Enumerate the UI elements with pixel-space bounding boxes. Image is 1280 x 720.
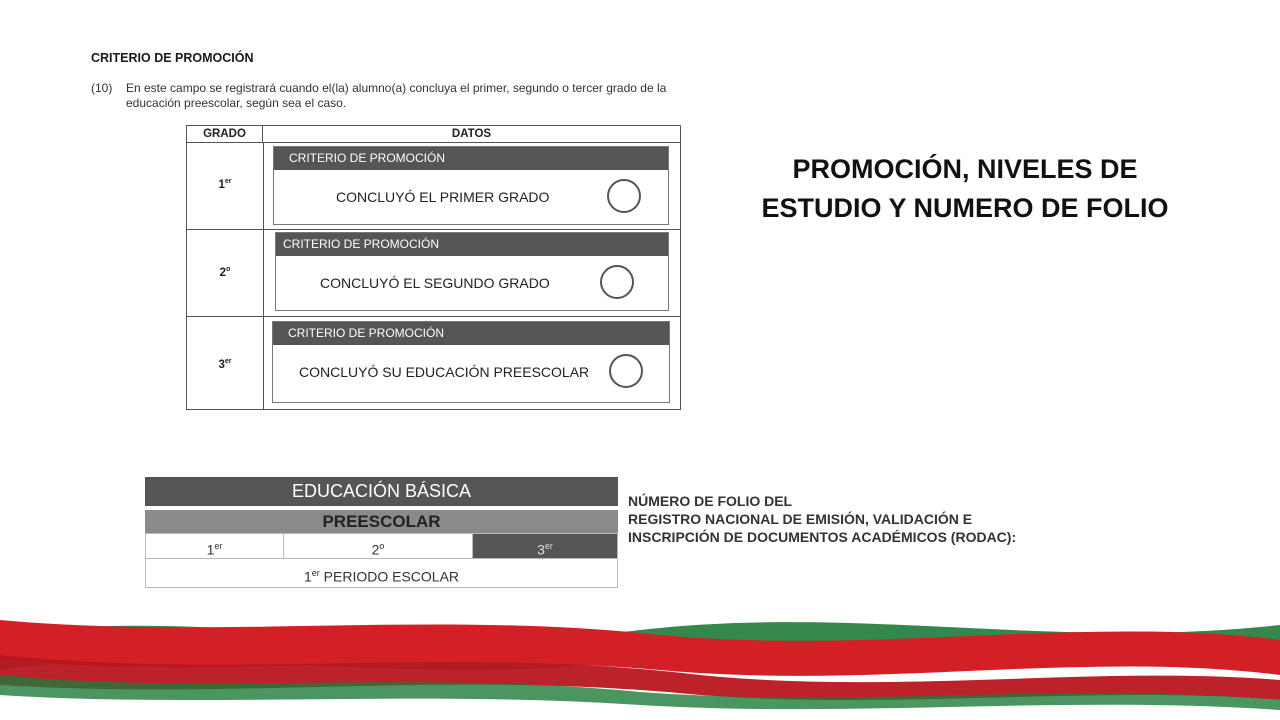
educacion-basica-header: EDUCACIÓN BÁSICA <box>145 477 618 506</box>
card-bar-2: CRITERIO DE PROMOCIÓN <box>276 233 668 256</box>
header-datos: DATOS <box>451 128 492 140</box>
folio-line-1: NÚMERO DE FOLIO DEL <box>628 493 793 509</box>
card-bar-3: CRITERIO DE PROMOCIÓN <box>273 322 669 345</box>
card-text-3: CONCLUYÓ SU EDUCACIÓN PREESCOLAR <box>299 364 590 380</box>
grade-table <box>186 125 681 410</box>
periodo-escolar: 1er PERIODO ESCOLAR <box>145 559 618 588</box>
card-text-1: CONCLUYÓ EL PRIMER GRADO <box>336 189 550 205</box>
grade-label-3: 3er <box>218 358 232 371</box>
promotion-card-3 <box>272 321 670 403</box>
card-bar-1: CRITERIO DE PROMOCIÓN <box>274 147 668 170</box>
grade-table-header <box>187 126 680 143</box>
criterio-title: CRITERIO DE PROMOCIÓN <box>91 51 254 65</box>
instruction-text: En este campo se registrará cuando el(la) alumno(a) concluya el primer, segundo o tercer grado de la educación preescolar, según sea el caso. <box>126 81 667 110</box>
preescolar-header: PREESCOLAR <box>145 510 618 533</box>
grade-selector <box>145 533 618 559</box>
instruction-block <box>91 81 711 111</box>
grade-cell-3[interactable]: 3er <box>473 534 617 558</box>
promotion-card-1 <box>273 146 669 225</box>
header-grado: GRADO <box>187 126 263 142</box>
folio-line-2: REGISTRO NACIONAL DE EMISIÓN, VALIDACIÓN E <box>628 511 973 527</box>
grade-cell-1[interactable]: 1er <box>146 534 284 558</box>
grade-label-2: 2$^o$ <box>219 266 231 279</box>
card-text-2: CONCLUYÓ EL SEGUNDO GRADO <box>320 275 550 291</box>
instruction-number: (10) <box>91 81 113 95</box>
folio-line-3: INSCRIPCIÓN DE DOCUMENTOS ACADÉMICOS (RODAC): <box>628 529 1017 545</box>
grade-cell-2[interactable]: 2$^o$ <box>284 534 473 558</box>
checkbox-circle-1[interactable] <box>607 179 641 213</box>
promotion-card-2 <box>275 232 669 311</box>
folio-label <box>628 492 1078 546</box>
checkbox-circle-3[interactable] <box>609 354 643 388</box>
page-title: PROMOCIÓN, NIVELES DE ESTUDIO Y NUMERO DE FOLIO <box>761 154 1169 223</box>
checkbox-circle-2[interactable] <box>600 265 634 299</box>
grade-label-1: 1er <box>218 178 232 191</box>
decorative-ribbon <box>0 600 1280 720</box>
